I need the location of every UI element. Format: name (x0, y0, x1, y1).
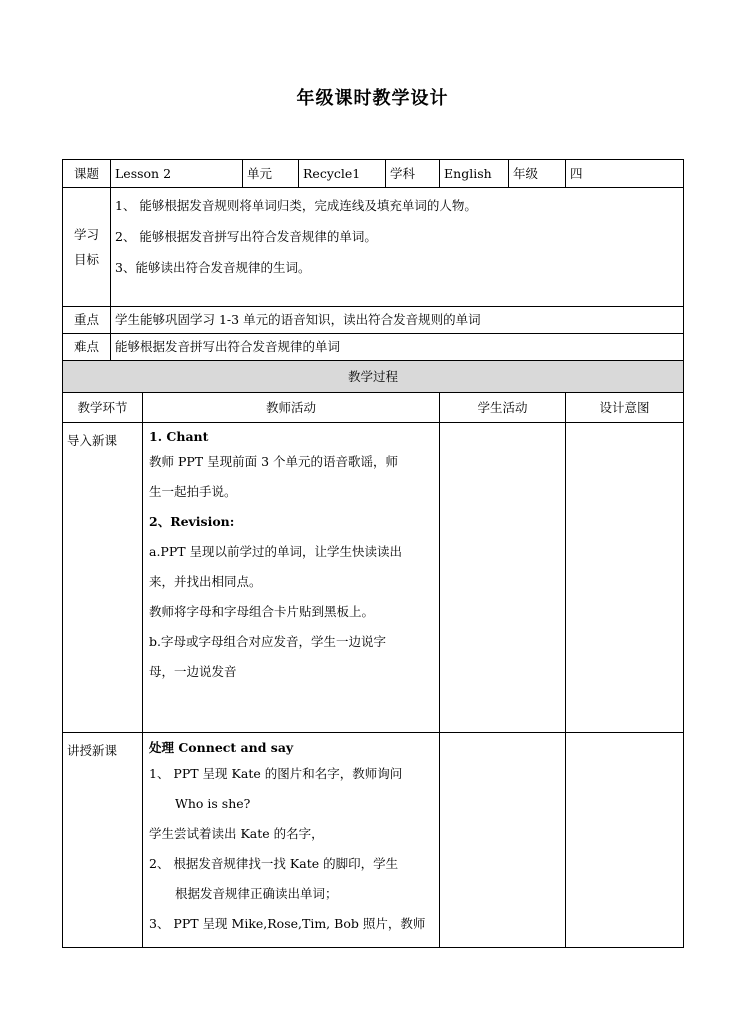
goals-label-line-1: 学习 (73, 227, 99, 242)
intro-student-activity (440, 423, 566, 733)
goals-content (111, 188, 684, 307)
page-title: 年级课时教学设计 (296, 88, 449, 109)
goals-label-line-2: 目标 (73, 252, 99, 267)
lesson-value: Lesson 2 (111, 160, 243, 188)
process-title: 教学过程 (63, 361, 684, 393)
difficulty-row (63, 334, 684, 361)
lesson-label: 课题 (63, 160, 111, 188)
goal-item: 3、能够读出符合发音规律的生词。 (115, 260, 311, 275)
header-teacher: 教师活动 (143, 393, 440, 423)
new-line: 1、 PPT 呈现 Kate 的图片和名字，教师询问 (149, 766, 403, 781)
key-point-text: 学生能够巩固学习 1-3 单元的语音知识，读出符合发音规则的单词 (111, 307, 684, 334)
header-student: 学生活动 (440, 393, 566, 423)
goal-item: 2、 能够根据发音拼写出符合发音规律的单词。 (115, 229, 377, 244)
key-point-label: 重点 (63, 307, 111, 334)
new-line: 根据发音规律正确读出单词； (175, 886, 338, 901)
goals-row (63, 188, 684, 307)
unit-label: 单元 (243, 160, 299, 188)
new-lesson-label: 讲授新课 (63, 733, 143, 948)
intro-line: 教师 PPT 呈现前面 3 个单元的语音歌谣，师 (149, 454, 399, 469)
intro-line: b.字母或字母组合对应发音，学生一边说字 (149, 634, 386, 649)
info-row (63, 160, 684, 188)
intro-line: 教师将字母和字母组合卡片贴到黑板上。 (149, 604, 375, 619)
header-purpose: 设计意图 (566, 393, 684, 423)
lesson-plan-table (62, 159, 683, 948)
header-stage: 教学环节 (63, 393, 143, 423)
process-title-row (63, 361, 684, 393)
new-lesson-design-purpose (566, 733, 684, 948)
new-lesson-student-activity (440, 733, 566, 948)
intro-design-purpose (566, 423, 684, 733)
intro-line: 母，一边说发音 (149, 664, 237, 679)
intro-line: 来，并找出相同点。 (149, 574, 262, 589)
intro-teacher-activity (143, 423, 440, 733)
new-line: 处理 Connect and say (149, 740, 294, 755)
subject-value: English (440, 160, 509, 188)
goal-item: 1、 能够根据发音规则将单词归类，完成连线及填充单词的人物。 (115, 198, 477, 213)
intro-line: 生一起拍手说。 (149, 484, 237, 499)
goals-label (63, 188, 111, 307)
new-line: 学生尝试着读出 Kate 的名字， (149, 826, 324, 841)
difficulty-label: 难点 (63, 334, 111, 361)
new-line: Who is she? (175, 796, 251, 811)
unit-value: Recycle1 (299, 160, 386, 188)
grade-value: 四 (566, 160, 684, 188)
intro-line: 1. Chant (149, 429, 209, 444)
subject-label: 学科 (386, 160, 440, 188)
process-header-row (63, 393, 684, 423)
intro-label: 导入新课 (63, 423, 143, 733)
intro-row (63, 423, 684, 733)
new-line: 2、 根据发音规律找一找 Kate 的脚印，学生 (149, 856, 399, 871)
new-lesson-teacher-activity (143, 733, 440, 948)
key-point-row (63, 307, 684, 334)
new-lesson-row (63, 733, 684, 948)
intro-line: a.PPT 呈现以前学过的单词，让学生快读读出 (149, 544, 403, 559)
intro-line: 2、Revision: (149, 514, 235, 529)
new-line: 3、 PPT 呈现 Mike,Rose,Tim, Bob 照片，教师 (149, 916, 426, 931)
difficulty-text: 能够根据发音拼写出符合发音规律的单词 (111, 334, 684, 361)
grade-label: 年级 (509, 160, 566, 188)
